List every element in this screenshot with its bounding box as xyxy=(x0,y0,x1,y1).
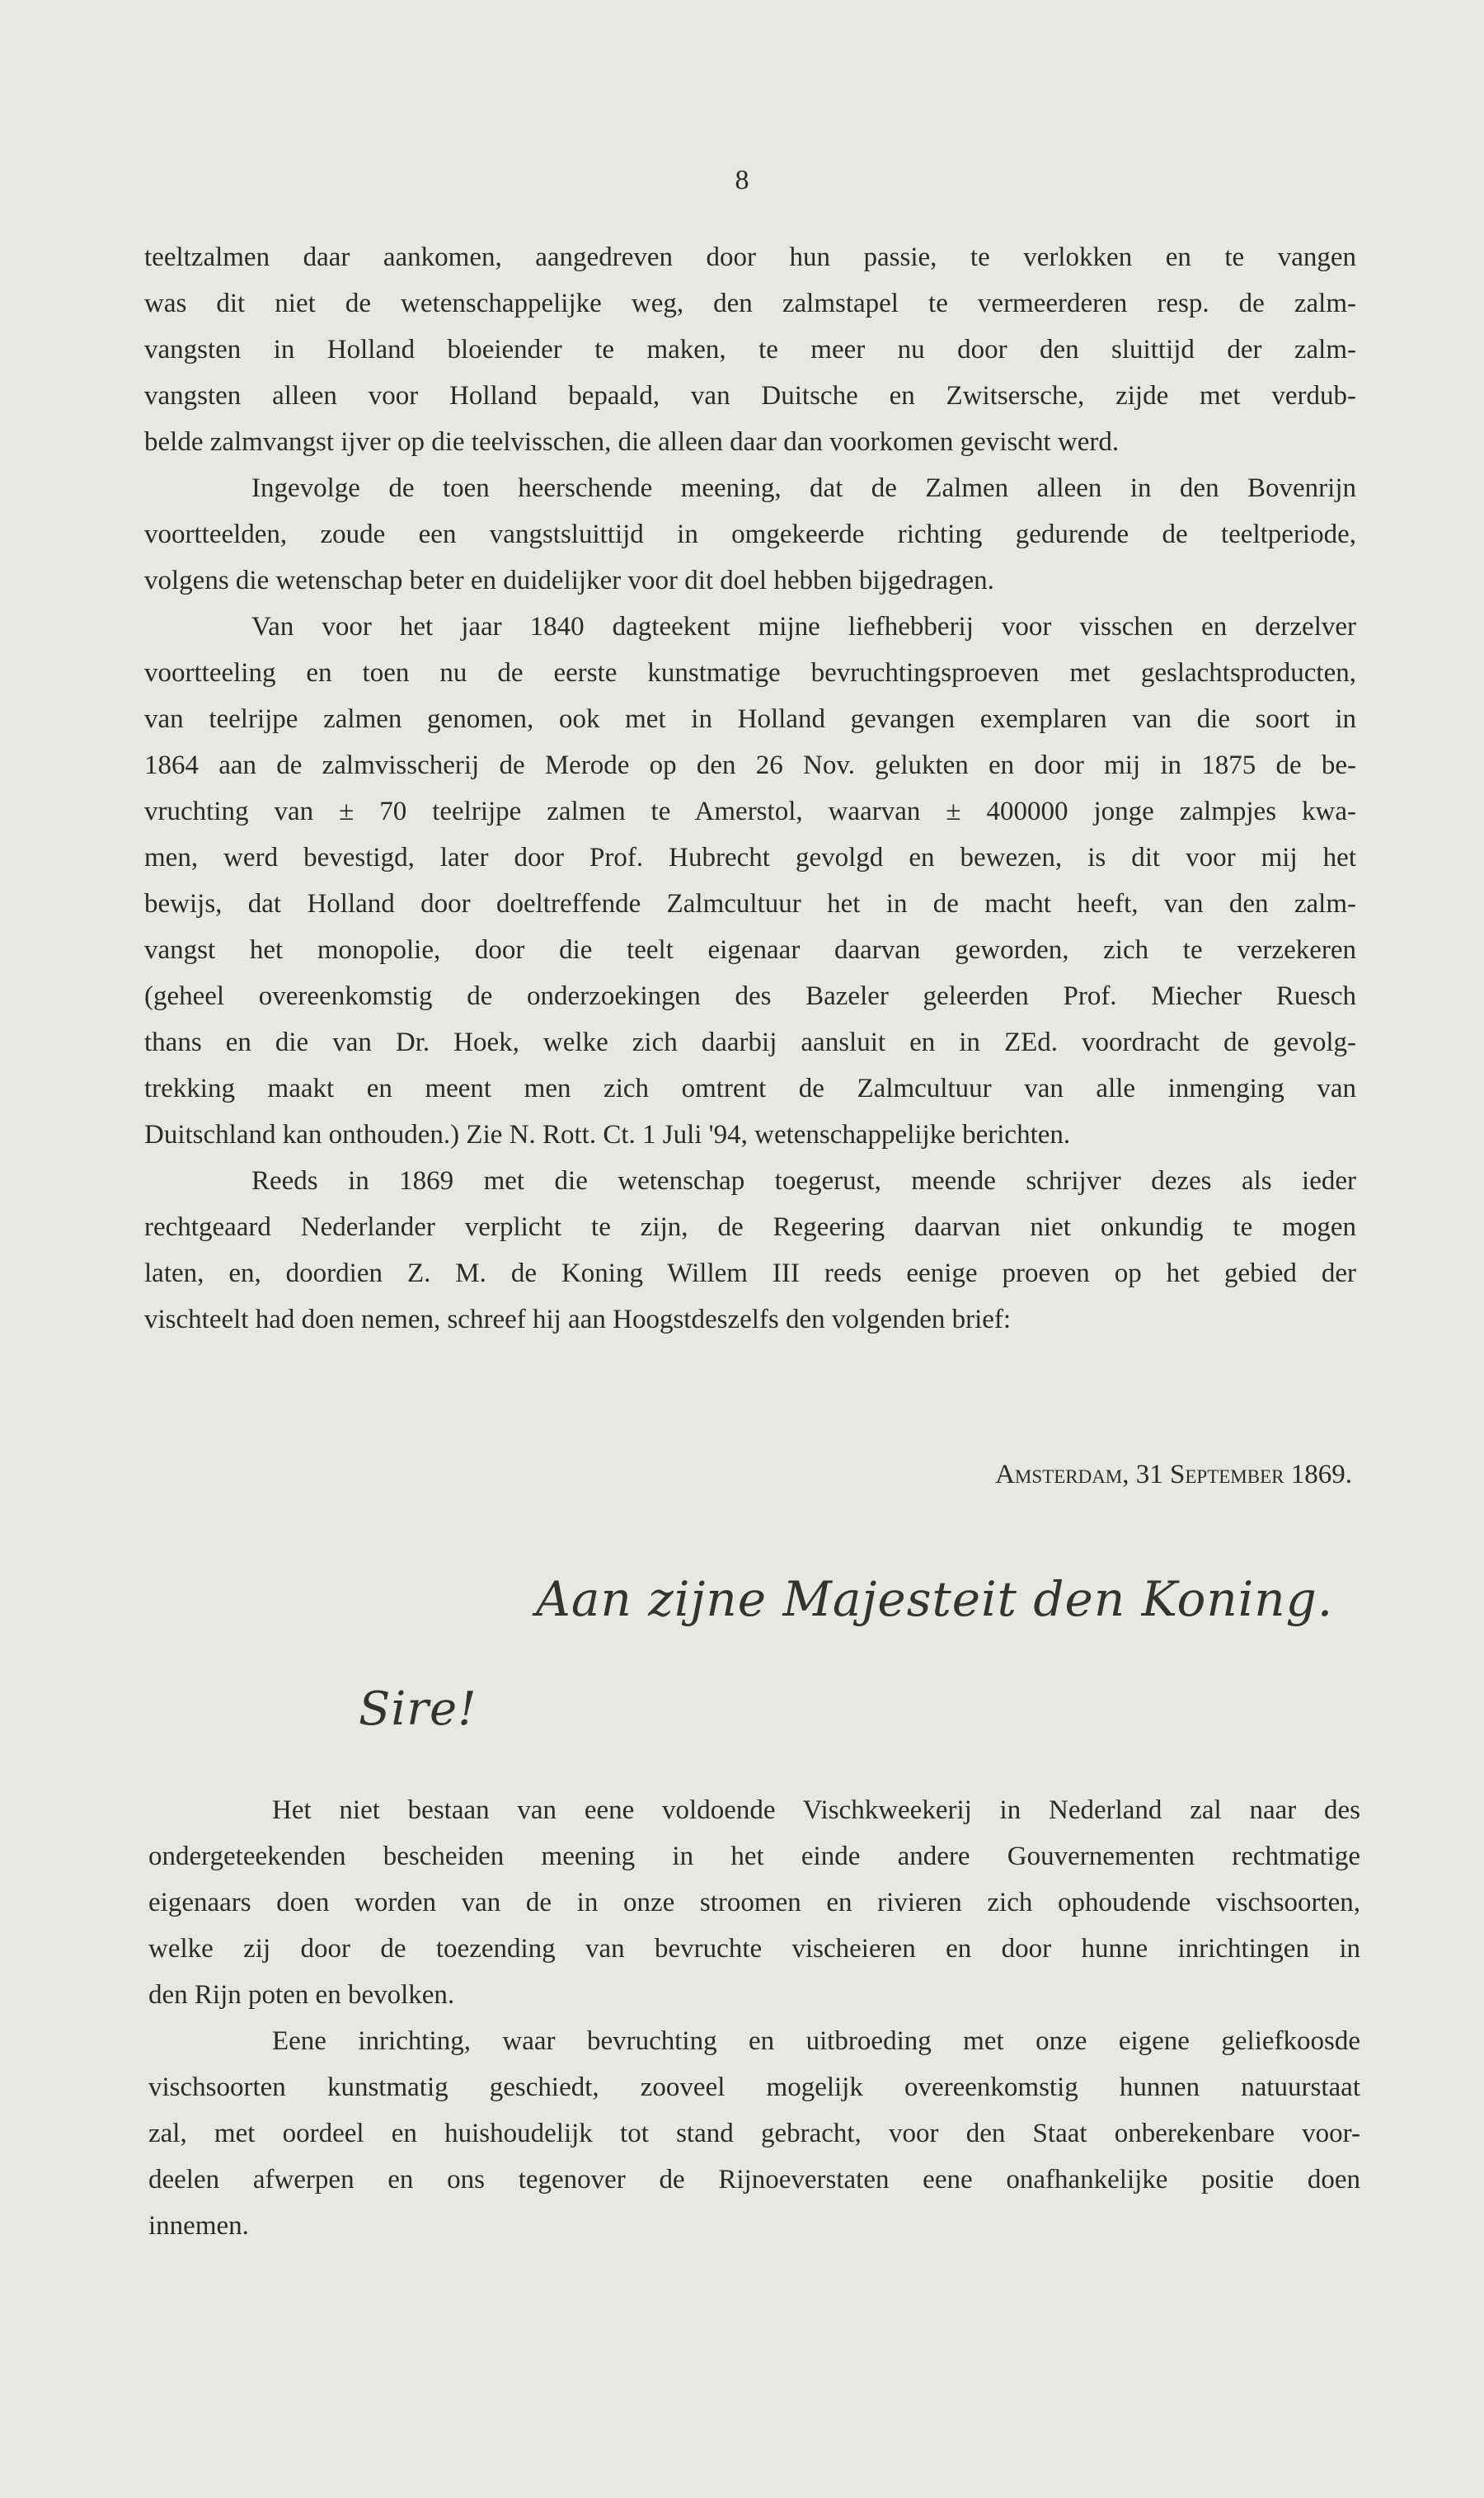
text-line: Duitschland kan onthouden.) Zie N. Rott. Ct. 1 Juli '94, wetenschappelijke berichten. xyxy=(144,1120,1071,1150)
text-line: rechtgeaard Nederlander verplicht te zijn, de Regeering daarvan niet onkundig te mogen xyxy=(144,1212,1356,1242)
text-line: trekking maakt en meent men zich omtrent de Zalmcultuur van alle inmenging van xyxy=(144,1074,1356,1103)
text-line: den Rijn poten en bevolken. xyxy=(148,1980,455,2010)
letter-salutation: Sire! xyxy=(359,1682,477,1736)
text-line: ondergeteekenden bescheiden meening in het einde andere Gouvernementen rechtmatige xyxy=(148,1842,1360,1871)
letter-addressee: Aan zijne Majesteit den Koning. xyxy=(536,1571,1334,1627)
text-line: eigenaars doen worden van de in onze stroomen en rivieren zich ophoudende vischsoorten, xyxy=(148,1888,1360,1917)
text-line: Het niet bestaan van eene voldoende Vischkweekerij in Nederland zal naar des xyxy=(272,1795,1360,1825)
text-line: Eene inrichting, waar bevruchting en uitbroeding met onze eigene geliefkoosde xyxy=(272,2026,1360,2056)
text-line: thans en die van Dr. Hoek, welke zich daarbij aansluit en in ZEd. voordracht de gevolg- xyxy=(144,1028,1356,1057)
text-line: 1864 aan de zalmvisscherij de Merode op den 26 Nov. gelukten en door mij in 1875 de be- xyxy=(144,750,1356,780)
text-line: was dit niet de wetenschappelijke weg, den zalmstapel te vermeerderen resp. de zalm- xyxy=(144,289,1356,318)
text-line: innemen. xyxy=(148,2211,249,2241)
text-line: voortteeling en toen nu de eerste kunstmatige bevruchtingsproeven met geslachtsproducten, xyxy=(144,658,1356,688)
text-line: laten, en, doordien Z. M. de Koning Willem III reeds eenige proeven op het gebied der xyxy=(144,1258,1356,1288)
text-line: Ingevolge de toen heerschende meening, dat de Zalmen alleen in den Bovenrijn xyxy=(251,473,1356,503)
text-line: voortteelden, zoude een vangstsluittijd in omgekeerde richting gedurende de teeltperiode, xyxy=(144,520,1356,549)
letter-date: Amsterdam, 31 September 1869. xyxy=(995,1460,1352,1489)
text-line: vruchting van ± 70 teelrijpe zalmen te Amerstol, waarvan ± 400000 jonge zalmpjes kwa- xyxy=(144,797,1356,826)
text-line: Van voor het jaar 1840 dagteekent mijne liefhebberij voor visschen en derzelver xyxy=(251,612,1356,642)
text-line: zal, met oordeel en huishoudelijk tot stand gebracht, voor den Staat onberekenbare voor- xyxy=(148,2119,1360,2148)
text-line: vangst het monopolie, door die teelt eigenaar daarvan geworden, zich te verzekeren xyxy=(144,935,1356,965)
text-line: vischteelt had doen nemen, schreef hij aan Hoogstdeszelfs den volgenden brief: xyxy=(144,1305,1012,1334)
text-line: volgens die wetenschap beter en duidelijker voor dit doel hebben bijgedragen. xyxy=(144,566,994,595)
text-line: vischsoorten kunstmatig geschiedt, zooveel mogelijk overeenkomstig hunnen natuurstaat xyxy=(148,2072,1360,2102)
text-line: belde zalmvangst ijver op die teelvisschen, die alleen daar dan voorkomen gevischt werd. xyxy=(144,427,1120,457)
text-line: bewijs, dat Holland door doeltreffende Zalmcultuur het in de macht heeft, van den zalm- xyxy=(144,889,1356,919)
text-line: (geheel overeenkomstig de onderzoekingen des Bazeler geleerden Prof. Miecher Ruesch xyxy=(144,981,1356,1011)
text-line: teeltzalmen daar aankomen, aangedreven door hun passie, te verlokken en te vangen xyxy=(144,242,1356,272)
text-line: van teelrijpe zalmen genomen, ook met in Holland gevangen exemplaren van die soort in xyxy=(144,704,1356,734)
text-line: vangsten alleen voor Holland bepaald, van Duitsche en Zwitsersche, zijde met verdub- xyxy=(144,381,1356,411)
text-line: welke zij door de toezending van bevruchte vischeieren en door hunne inrichtingen in xyxy=(148,1934,1360,1964)
text-line: men, werd bevestigd, later door Prof. Hubrecht gevolgd en bewezen, is dit voor mij het xyxy=(144,843,1356,873)
text-line: deelen afwerpen en ons tegenover de Rijnoeverstaten eene onafhankelijke positie doen xyxy=(148,2165,1360,2195)
page-number: 8 xyxy=(735,165,749,195)
text-line: Reeds in 1869 met die wetenschap toegerust, meende schrijver dezes als ieder xyxy=(251,1166,1356,1196)
text-line: vangsten in Holland bloeiender te maken, te meer nu door den sluittijd der zalm- xyxy=(144,335,1356,365)
